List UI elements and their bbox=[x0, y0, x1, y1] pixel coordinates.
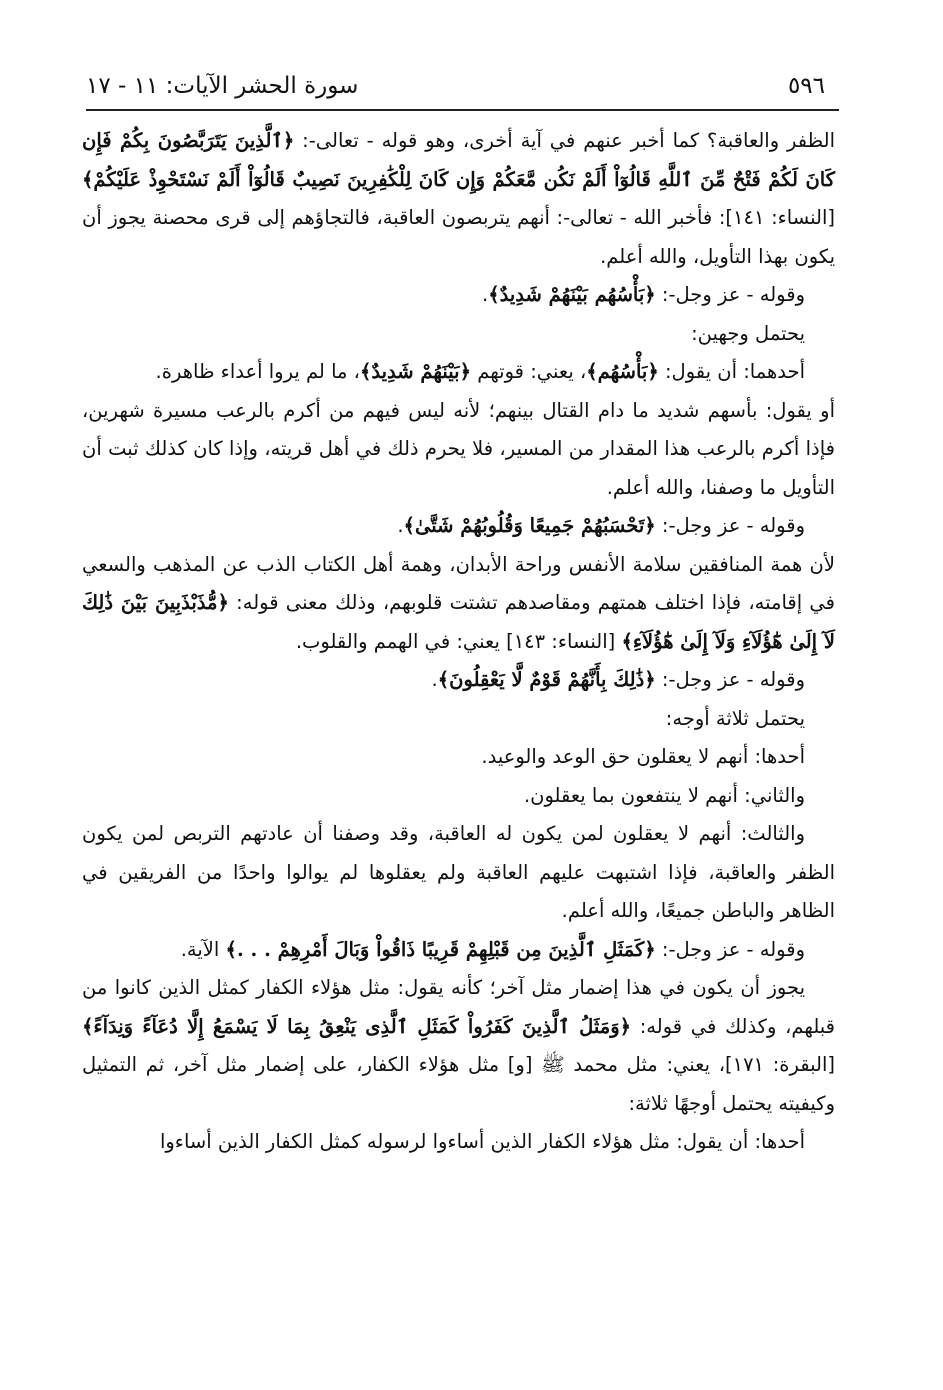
page-body bbox=[82, 122, 835, 1162]
quran-verse: ﴿ٱلَّذِينَ يَتَرَبَّصُونَ بِكُمْ فَإِن كَانَ لَكُمْ فَتْحٌ مِّنَ ٱللَّهِ قَالُوٓاْ أَلَمْ نَكُن مَّعَكُمْ وَإِن كَانَ لِلْكَٰفِرِينَ نَصِيبٌ قَالُوٓاْ أَلَمْ نَسْتَحْوِذْ عَلَيْكُمْ﴾ bbox=[82, 129, 835, 191]
paragraph bbox=[82, 392, 835, 508]
text-segment: وقوله - عز وجل-: bbox=[655, 283, 805, 306]
quran-verse: ﴿بَأْسُهُم بَيْنَهُمْ شَدِيدٌ﴾ bbox=[488, 283, 656, 306]
page-header bbox=[86, 62, 825, 110]
paragraph bbox=[82, 507, 835, 546]
text-segment: . bbox=[397, 514, 404, 537]
paragraph bbox=[82, 815, 835, 931]
paragraph bbox=[82, 661, 835, 700]
paragraph bbox=[82, 969, 835, 1123]
text-segment: أحدها: أنهم لا يعقلون حق الوعد والوعيد. bbox=[481, 745, 805, 768]
text-segment: والثاني: أنهم لا ينتفعون بما يعقلون. bbox=[523, 783, 805, 807]
paragraph bbox=[82, 122, 835, 276]
header-divider bbox=[86, 109, 839, 111]
quran-verse: ﴿بَيْنَهُمْ شَدِيدٌ﴾ bbox=[359, 360, 472, 383]
paragraph bbox=[82, 276, 835, 315]
paragraph bbox=[82, 700, 835, 739]
running-title: سورة الحشر الآيات: ١١ - ١٧ bbox=[86, 73, 359, 99]
text-segment: . bbox=[431, 668, 438, 691]
paragraph bbox=[82, 315, 835, 354]
paragraph bbox=[82, 931, 835, 970]
quran-verse: ﴿مُّذَبْذَبِينَ بَيْنَ ذَٰلِكَ لَآ إِلَىٰ هَٰٓؤُلَآءِ وَلَآ إِلَىٰ هَٰٓؤُلَآءِ﴾ bbox=[82, 591, 835, 653]
text-segment: لأن همة المنافقين سلامة الأنفس وراحة الأبدان، وهمة أهل الكتاب الذب عن المذهب والسعي في إقامته، فإذا اختلف همتهم ومقاصدهم تشتت قلوبهم، وذلك معنى قوله: bbox=[82, 552, 836, 614]
text-segment: يحتمل وجهين: bbox=[691, 321, 805, 345]
text-segment: وقوله - عز وجل-: bbox=[655, 514, 805, 537]
text-segment: . bbox=[482, 283, 489, 306]
quran-verse: ﴿وَمَثَلُ ٱلَّذِينَ كَفَرُواْ كَمَثَلِ ٱلَّذِى يَنْعِقُ بِمَا لَا يَسْمَعُ إِلَّا دُعَآءً وَنِدَآءً﴾ bbox=[82, 1014, 632, 1038]
quran-verse: ﴿كَمَثَلِ ٱلَّذِينَ مِن قَبْلِهِمْ قَرِيبًا ذَاقُواْ وَبَالَ أَمْرِهِمْ . . .﴾ bbox=[225, 937, 656, 961]
quran-verse: ﴿تَحْسَبُهُمْ جَمِيعًا وَقُلُوبُهُمْ شَتَّىٰ﴾ bbox=[403, 514, 656, 537]
quran-verse: ﴿ذَٰلِكَ بِأَنَّهُمْ قَوْمٌ لَّا يَعْقِلُونَ﴾ bbox=[437, 668, 656, 691]
quran-verse: ﴿بَأْسُهُم﴾ bbox=[586, 360, 659, 383]
paragraph bbox=[82, 738, 835, 777]
text-segment: أحدها: أن يقول: مثل هؤلاء الكفار الذين أساءوا لرسوله كمثل الكفار الذين أساءوا bbox=[159, 1130, 805, 1153]
text-segment: والثالث: أنهم لا يعقلون لمن يكون له العاقبة، وقد وصفنا أن عادتهم التربص لمن يكون الظفر والعاقبة، فإذا اشتبهت عليهم العاقبة ولم يعقلوها لم يوالوا واحدًا من الفريقين في الظاهر والباطن جميعًا، والله أعلم. bbox=[82, 822, 835, 922]
paragraph bbox=[82, 777, 835, 816]
text-segment: أحدهما: أن يقول: bbox=[658, 360, 805, 383]
text-segment: أو يقول: بأسهم شديد ما دام القتال بينهم؛ لأنه ليس فيهم من أكرم بالرعب مسيرة شهرين، فإذا أكرم بالرعب هذا المقدار من المسير، فلا يحرم ذلك في أهل قريته، وإذا كان كذلك ثبت أن التأويل ما وصفنا، والله أعلم. bbox=[82, 398, 835, 499]
paragraph bbox=[82, 546, 835, 662]
page-number: ٥٩٦ bbox=[787, 73, 825, 99]
text-segment: [النساء: ١٤٣] يعني: في الهمم والقلوب. bbox=[295, 629, 622, 653]
text-segment: [البقرة: ١٧١]، يعني: مثل محمد ﷺ [و] مثل هؤلاء الكفار، على إضمار مثل آخر، ثم التمثيل وكيفيته يحتمل أوجهًا ثلاثة: bbox=[82, 1053, 836, 1115]
paragraph bbox=[82, 1123, 835, 1162]
text-segment: الظفر والعاقبة؟ كما أخبر عنهم في آية أخرى، وهو قوله - تعالى-: bbox=[294, 129, 835, 152]
paragraph bbox=[82, 353, 835, 392]
text-segment: يحتمل ثلاثة أوجه: bbox=[665, 706, 805, 730]
text-segment: ، ما لم يروا أعداء ظاهرة. bbox=[155, 360, 360, 383]
text-segment: ، يعني: قوتهم bbox=[471, 360, 587, 383]
text-segment: وقوله - عز وجل-: bbox=[655, 668, 805, 691]
text-segment: [النساء: ١٤١]: فأخبر الله - تعالى-: أنهم يتربصون العاقبة، فالتجاؤهم إلى قرى محصنة يجوز أن يكون بهذا التأويل، والله أعلم. bbox=[82, 206, 835, 268]
text-segment: الآية. bbox=[180, 937, 226, 961]
text-segment: وقوله - عز وجل-: bbox=[655, 937, 805, 961]
text-segment: يجوز أن يكون في هذا إضمار مثل آخر؛ كأنه يقول: مثل هؤلاء الكفار كمثل الذين كانوا من قبلهم، وكذلك في قوله: bbox=[82, 976, 835, 1038]
